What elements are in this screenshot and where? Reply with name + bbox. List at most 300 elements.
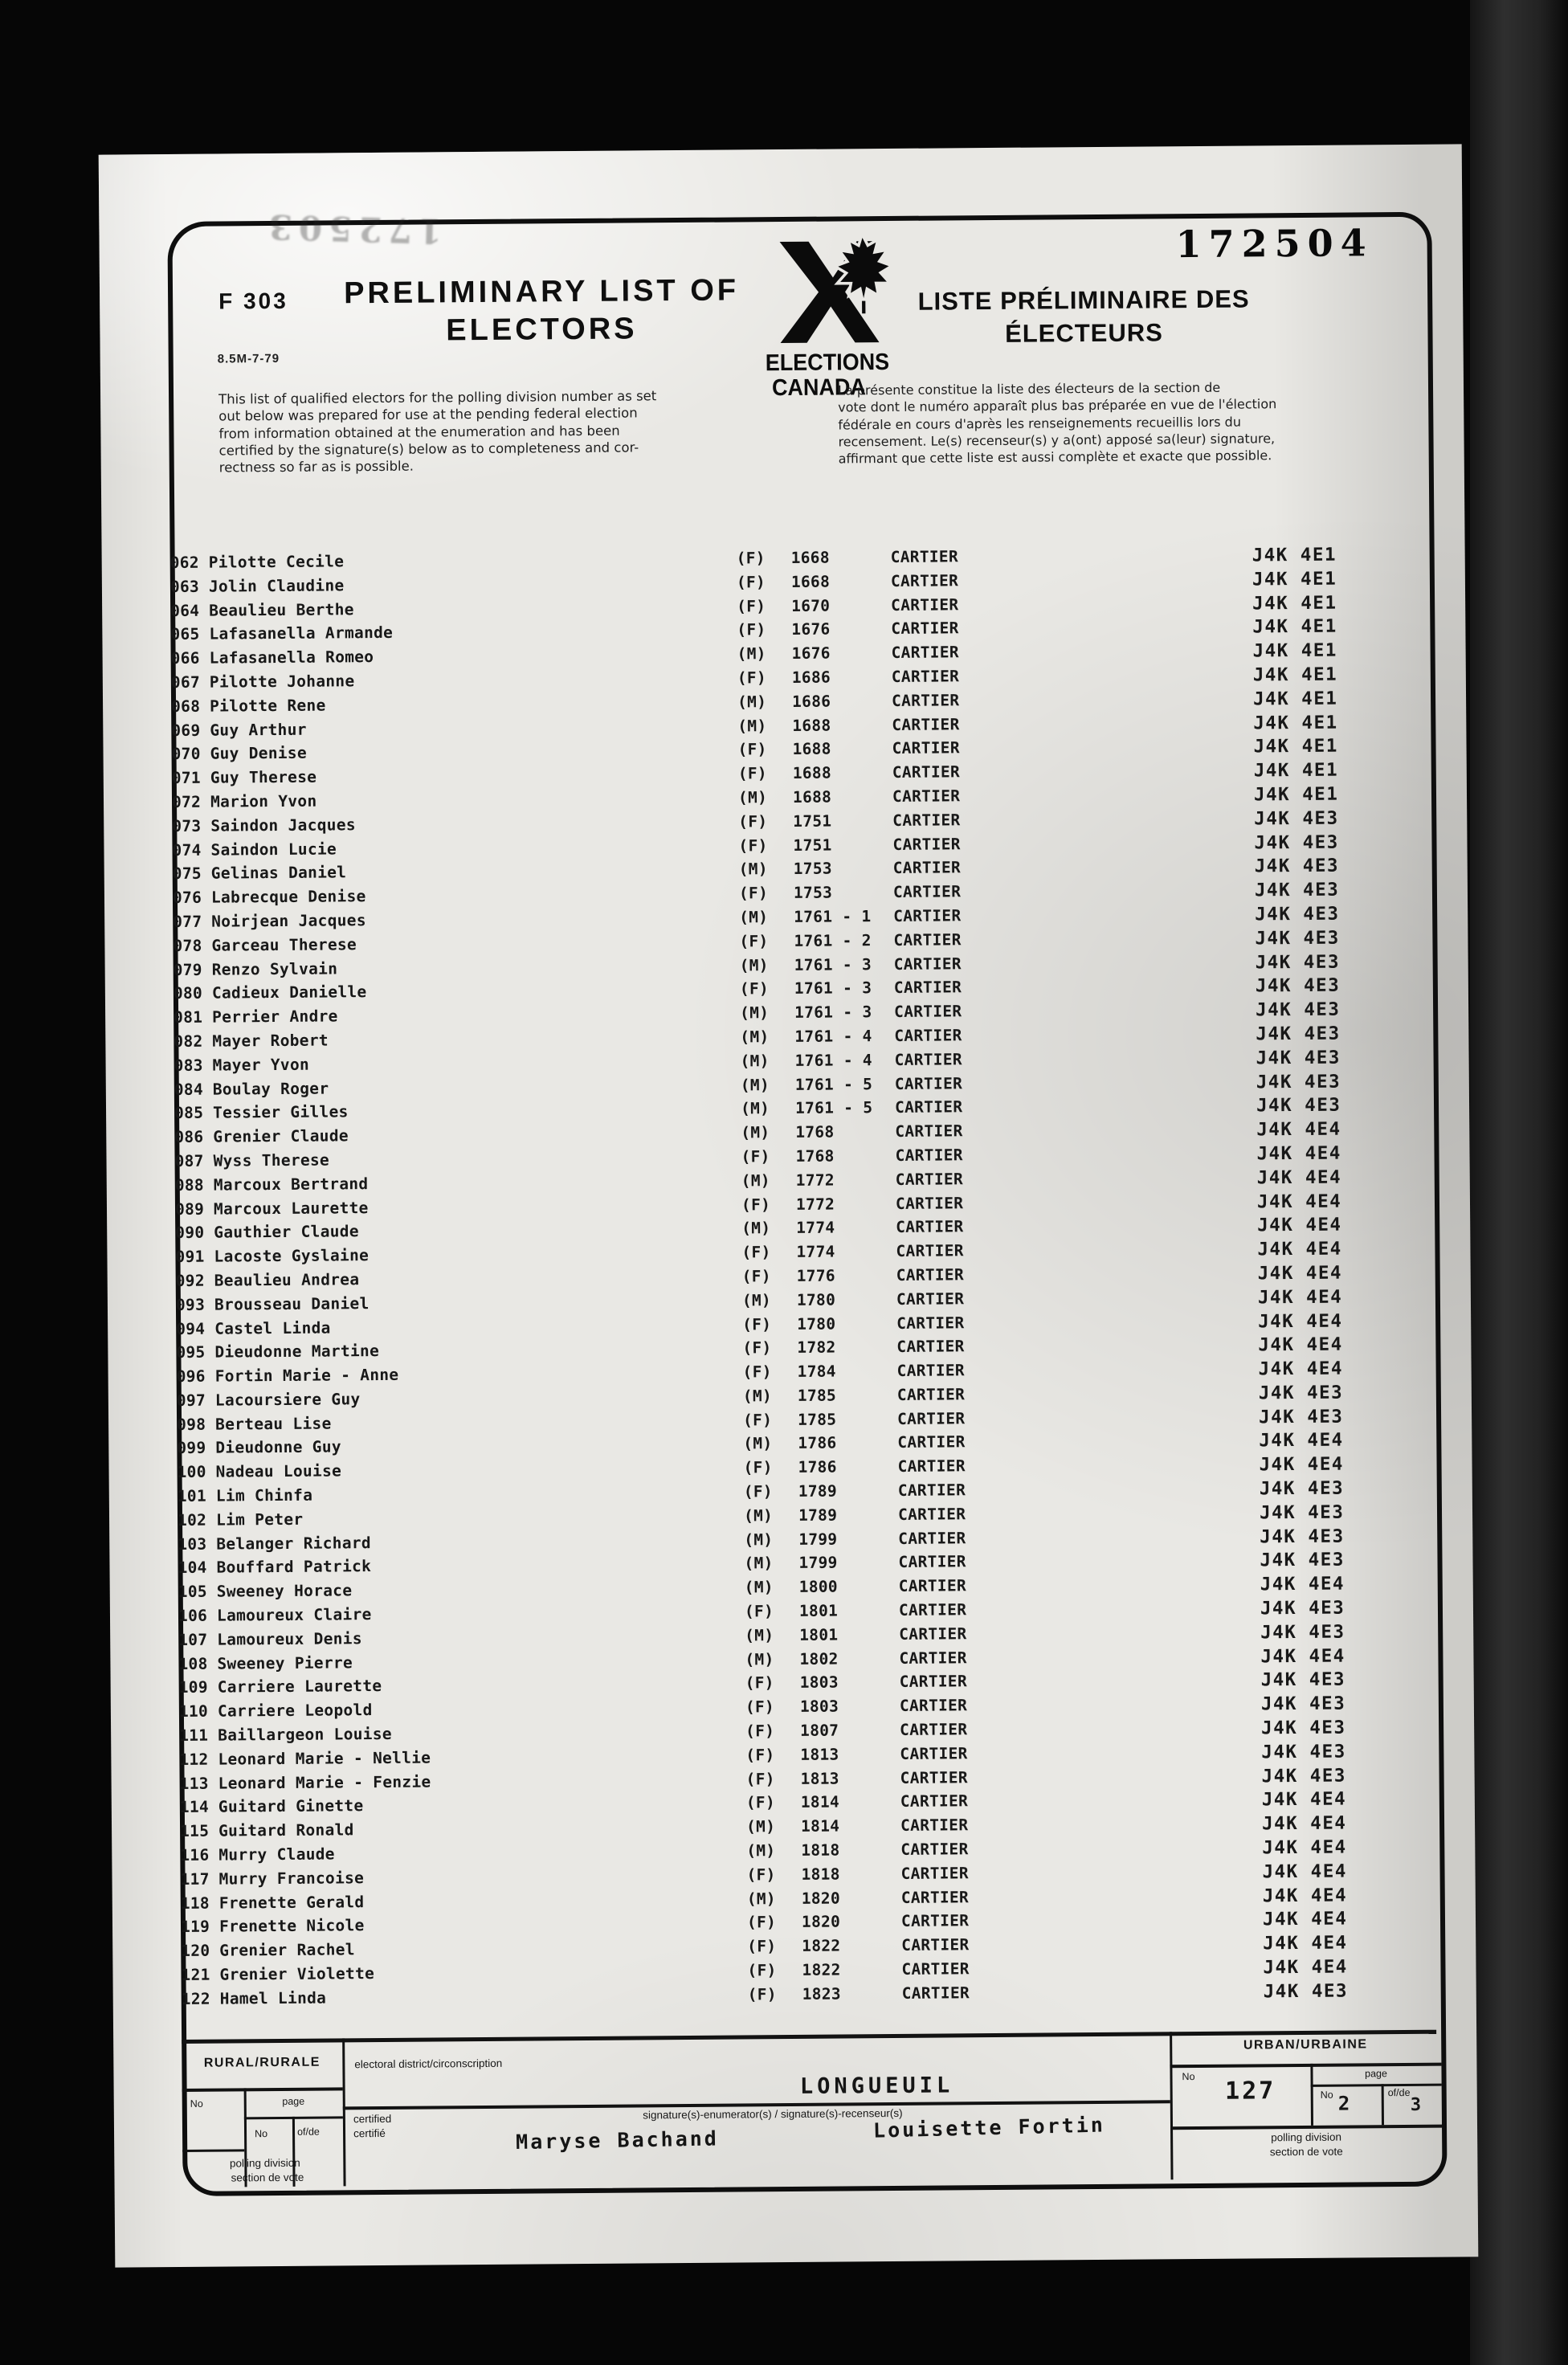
enumerator-signature-1: Maryse Bachand [515, 2126, 720, 2155]
street-name: CARTIER [893, 978, 962, 998]
street-name: CARTIER [896, 1337, 965, 1357]
elector-name: Bouffard Patrick [216, 1557, 372, 1578]
elector-number: 062 [169, 553, 199, 573]
page-total: 3 [1410, 2094, 1422, 2115]
street-name: CARTIER [892, 882, 962, 902]
elector-name: Labrecque Denise [210, 887, 366, 907]
elector-sex: (M) [740, 1003, 770, 1023]
district-value: LONGUEUIL [799, 2073, 954, 2099]
elector-name: Fortin Marie - Anne [214, 1365, 399, 1386]
elector-sex: (F) [737, 668, 767, 688]
street-name: CARTIER [900, 1911, 970, 1931]
elector-number: 106 [178, 1606, 208, 1626]
elector-name: Gauthier Claude [214, 1222, 359, 1242]
postal-code: J4K 4E4 [1261, 1812, 1347, 1835]
elector-name: Jolin Claudine [208, 576, 345, 596]
title-french-line1: LISTE PRÉLIMINAIRE DES [917, 284, 1250, 316]
civic-number: 1676 [791, 643, 831, 664]
elector-number: 070 [171, 745, 201, 764]
civic-number: 1761 - 4 [794, 1050, 872, 1070]
elector-number: 109 [178, 1678, 208, 1697]
elector-name: Murry Francoise [218, 1869, 365, 1889]
electors-table [102, 543, 1476, 2014]
elector-number: 080 [173, 984, 203, 1003]
postal-code: J4K 4E3 [1256, 1047, 1341, 1069]
urban-ofde-label: of/de [1387, 2086, 1411, 2099]
street-name: CARTIER [893, 906, 962, 925]
street-name: CARTIER [897, 1481, 966, 1501]
elector-name: Carriere Leopold [217, 1701, 373, 1721]
bleedthrough-stamp: 172503 [262, 206, 443, 251]
street-name: CARTIER [892, 786, 961, 806]
civic-number: 1802 [799, 1649, 839, 1669]
postal-code: J4K 4E3 [1254, 879, 1340, 901]
elector-name: Guitard Ginette [218, 1796, 364, 1817]
civic-number: 1785 [798, 1410, 837, 1429]
elector-name: Lafasanella Armande [209, 623, 394, 644]
postal-code: J4K 4E4 [1262, 1861, 1347, 1883]
elector-number: 082 [174, 1031, 203, 1051]
rural-ofde-label: of/de [296, 2126, 320, 2138]
elector-sex: (F) [739, 979, 770, 999]
elector-number: 112 [179, 1750, 209, 1769]
civic-number: 1688 [792, 739, 831, 759]
elector-sex: (M) [738, 860, 768, 879]
civic-number: 1799 [798, 1530, 838, 1549]
elector-name: Baillargeon Louise [218, 1724, 392, 1745]
elector-number: 087 [174, 1151, 204, 1170]
elector-name: Noirjean Jacques [211, 911, 366, 931]
elector-number: 120 [181, 1941, 210, 1961]
street-name: CARTIER [894, 1073, 963, 1093]
elector-name: Sweeney Horace [216, 1581, 353, 1601]
paragraph-line: fédérale en cours d'après les renseignements recueillis lors du [838, 414, 1242, 433]
street-name: CARTIER [892, 714, 960, 734]
postal-code: J4K 4E4 [1258, 1334, 1343, 1356]
civic-number: 1688 [792, 763, 832, 783]
elector-number: 110 [178, 1701, 209, 1722]
elector-number: 074 [172, 840, 202, 860]
elector-name: Lacoste Gyslaine [214, 1246, 370, 1266]
elector-number: 095 [176, 1343, 206, 1362]
elector-number: 093 [175, 1295, 206, 1314]
urban-header: URBAN/URBAINE [1243, 2037, 1368, 2053]
elector-name: Marcoux Bertrand [213, 1174, 369, 1195]
elector-name: Carriere Laurette [217, 1677, 382, 1697]
signature-label: signature(s)-enumerator(s) / signature(s)-recenseur(s) [643, 2106, 903, 2122]
civic-number: 1789 [798, 1505, 838, 1525]
postal-code: J4K 4E3 [1261, 1765, 1347, 1787]
civic-number: 1670 [791, 596, 831, 615]
street-name: CARTIER [895, 1193, 964, 1213]
elector-name: Pilotte Rene [210, 696, 326, 716]
civic-number: 1801 [799, 1625, 839, 1644]
postal-code: J4K 4E3 [1256, 1071, 1341, 1093]
elector-number: 107 [178, 1630, 208, 1649]
civic-number: 1761 - 5 [794, 1098, 873, 1118]
civic-number: 1780 [796, 1290, 836, 1309]
postal-code: J4K 4E4 [1262, 1836, 1347, 1859]
elector-sex: (M) [739, 955, 769, 975]
elector-name: Hamel Linda [219, 1988, 327, 2008]
elector-name: Pilotte Cecile [208, 552, 345, 572]
street-name: CARTIER [896, 1313, 965, 1333]
elector-name: Mayer Robert [212, 1031, 329, 1051]
street-name: CARTIER [891, 667, 960, 686]
rural-page-no-label: No [254, 2128, 268, 2140]
form-number: F 303 [218, 288, 288, 314]
title-french-line2: ÉLECTEURS [1004, 318, 1163, 348]
title-english-line2: ELECTORS [446, 312, 638, 348]
civic-number: 1823 [802, 1984, 841, 2004]
elector-sex: (F) [738, 835, 768, 856]
street-name: CARTIER [900, 1744, 968, 1763]
elector-number: 097 [176, 1391, 206, 1410]
civic-number: 1801 [798, 1601, 839, 1620]
elector-number: 085 [174, 1104, 204, 1123]
elector-sex: (F) [743, 1410, 773, 1430]
elector-sex: (M) [737, 788, 768, 807]
elector-sex: (F) [747, 1961, 777, 1980]
elector-sex: (M) [740, 1075, 770, 1094]
street-name: CARTIER [891, 594, 959, 615]
paragraph-line: affirmant que cette liste est aussi complète et exacte que possible. [838, 447, 1272, 467]
elector-name: Lamoureux Claire [216, 1605, 372, 1625]
elector-name: Frenette Nicole [218, 1916, 365, 1937]
print-code: 8.5M-7-79 [217, 351, 280, 366]
street-name: CARTIER [894, 1026, 962, 1045]
postal-code: J4K 4E4 [1258, 1358, 1344, 1380]
elector-sex: (F) [745, 1769, 775, 1789]
elector-sex: (M) [744, 1554, 774, 1573]
elector-sex: (F) [747, 1984, 777, 2004]
civic-number: 1786 [798, 1457, 837, 1477]
elector-number: 065 [170, 625, 200, 644]
street-name: CARTIER [900, 1840, 969, 1859]
elector-name: Sweeney Pierre [217, 1652, 353, 1673]
elector-number: 103 [178, 1534, 207, 1554]
civic-number: 1814 [800, 1816, 840, 1836]
postal-code: J4K 4E4 [1257, 1214, 1342, 1236]
elector-name: Lafasanella Romeo [209, 647, 374, 668]
postal-code: J4K 4E3 [1254, 807, 1339, 830]
elector-number: 089 [174, 1199, 205, 1219]
elector-name: Lamoureux Denis [217, 1629, 362, 1649]
postal-code: J4K 4E3 [1260, 1526, 1345, 1548]
civic-number: 1782 [797, 1338, 836, 1358]
street-name: CARTIER [896, 1265, 965, 1285]
postal-code: J4K 4E3 [1256, 1094, 1341, 1117]
civic-number: 1772 [795, 1170, 835, 1190]
street-name: CARTIER [890, 547, 959, 566]
street-name: CARTIER [892, 834, 961, 854]
street-name: CARTIER [901, 1983, 970, 2003]
postal-code: J4K 4E4 [1256, 1118, 1341, 1141]
street-name: CARTIER [891, 643, 959, 663]
civic-number: 1753 [793, 859, 832, 879]
elector-name: Leonard Marie - Nellie [218, 1748, 431, 1769]
postal-code: J4K 4E3 [1258, 1406, 1344, 1428]
civic-number: 1688 [792, 716, 831, 735]
postal-code: J4K 4E4 [1259, 1453, 1344, 1476]
postal-code: J4K 4E4 [1260, 1573, 1345, 1595]
paragraph-line: from information obtained at the enumeration and has been [218, 423, 620, 442]
street-name: CARTIER [890, 571, 959, 590]
civic-number: 1800 [798, 1577, 838, 1597]
elector-sex: (M) [741, 1123, 770, 1142]
elector-sex: (F) [741, 1195, 771, 1214]
street-name: CARTIER [891, 691, 960, 710]
paragraph-line: out below was prepared for use at the pending federal election [218, 405, 638, 424]
urban-divider-2 [1382, 2084, 1384, 2125]
elector-sex: (F) [743, 1482, 774, 1501]
elector-number: 105 [178, 1582, 207, 1602]
title-french [903, 282, 1265, 351]
paragraph-line: La présente constitue la liste des électeurs de la section de [837, 379, 1221, 398]
elector-sex: (F) [746, 1913, 777, 1932]
elector-name: Renzo Sylvain [211, 958, 338, 979]
civic-number: 1784 [797, 1362, 836, 1382]
rural-header: RURAL/RURALE [203, 2055, 321, 2070]
elector-name: Lim Chinfa [215, 1485, 313, 1505]
postal-code: J4K 4E3 [1255, 927, 1340, 950]
street-name: CARTIER [898, 1528, 966, 1548]
elector-number: 116 [180, 1845, 210, 1865]
elector-number: 077 [173, 912, 202, 931]
postal-code: J4K 4E4 [1261, 1789, 1347, 1811]
civic-number: 1807 [800, 1721, 839, 1740]
postal-code: J4K 4E4 [1263, 1932, 1348, 1954]
elector-number: 086 [174, 1127, 204, 1147]
civic-number: 1813 [800, 1769, 839, 1788]
elector-name: Grenier Violette [219, 1964, 375, 1984]
postal-code: J4K 4E4 [1257, 1286, 1343, 1309]
elector-sex: (M) [742, 1387, 773, 1406]
postal-code: J4K 4E3 [1258, 1382, 1344, 1404]
polling-division-label-right-fr: section de vote [1269, 2145, 1343, 2159]
elector-sex: (M) [741, 1290, 772, 1310]
elector-number: 066 [170, 648, 200, 668]
elector-sex: (M) [745, 1817, 776, 1836]
elector-number: 067 [170, 672, 201, 692]
postal-code: J4K 4E4 [1260, 1645, 1345, 1668]
elector-name: Frenette Gerald [218, 1892, 365, 1913]
district-label: electoral district/circonscription [354, 2057, 503, 2071]
elector-name: Beaulieu Andrea [214, 1270, 360, 1290]
paragraph-line: This list of qualified electors for the polling division number as set [218, 388, 657, 407]
postal-code: J4K 4E1 [1252, 688, 1338, 710]
document-sheet [99, 144, 1479, 2267]
elector-number: 117 [180, 1869, 210, 1889]
elector-sex: (F) [741, 1147, 770, 1166]
elector-number: 068 [171, 696, 201, 716]
civic-number: 1820 [801, 1889, 841, 1908]
elector-number: 076 [172, 888, 202, 908]
rural-no-label: No [190, 2097, 203, 2110]
postal-code: J4K 4E1 [1252, 664, 1338, 686]
elections-canada-logo-icon [772, 231, 893, 357]
street-name: CARTIER [899, 1672, 968, 1692]
civic-number: 1803 [799, 1673, 839, 1693]
polling-division-label-left-en: polling division [229, 2156, 300, 2170]
elector-sex: (M) [737, 692, 767, 712]
postal-code: J4K 4E3 [1260, 1669, 1346, 1691]
logo-text-elections: ELECTIONS [765, 349, 890, 377]
elector-name: Garceau Therese [211, 934, 357, 955]
civic-number: 1761 - 2 [794, 930, 872, 950]
page-number: 2 [1337, 2092, 1350, 2115]
elector-number: 108 [178, 1654, 208, 1673]
street-name: CARTIER [897, 1456, 966, 1477]
elector-sex: (M) [741, 1219, 771, 1238]
civic-number: 1668 [790, 572, 831, 591]
civic-number: 1786 [798, 1434, 837, 1453]
elector-number: 113 [179, 1774, 209, 1793]
rural-page-label: page [282, 2095, 305, 2107]
civic-number: 1761 - 5 [794, 1074, 873, 1094]
elector-sex: (F) [742, 1314, 772, 1334]
postal-code: J4K 4E3 [1260, 1550, 1345, 1571]
civic-number: 1772 [795, 1195, 835, 1214]
postal-code: J4K 4E1 [1253, 783, 1339, 806]
civic-number: 1799 [798, 1554, 838, 1573]
civic-number: 1753 [793, 883, 833, 903]
elector-name: Leonard Marie - Fenzie [218, 1772, 431, 1793]
elector-sex: (F) [738, 884, 769, 903]
elector-name: Wyss Therese [213, 1150, 330, 1170]
street-name: CARTIER [898, 1600, 967, 1620]
elector-sex: (F) [745, 1793, 776, 1812]
serial-stamp: 172504 [1175, 221, 1374, 267]
postal-code: J4K 4E1 [1253, 712, 1338, 734]
street-name: CARTIER [899, 1696, 968, 1716]
postal-code: J4K 4E3 [1260, 1597, 1345, 1620]
elector-name: Mayer Yvon [212, 1055, 310, 1075]
elector-number: 081 [174, 1007, 203, 1027]
elector-sex: (F) [742, 1338, 772, 1358]
elector-sex: (F) [747, 1937, 777, 1956]
elector-name: Saindon Lucie [210, 839, 337, 860]
street-name: CARTIER [896, 1289, 965, 1309]
elector-sex: (M) [740, 1027, 770, 1047]
postal-code: J4K 4E1 [1253, 759, 1339, 782]
postal-code: J4K 4E3 [1255, 951, 1341, 973]
elector-sex: (M) [740, 1099, 770, 1118]
elector-sex: (M) [746, 1889, 776, 1909]
street-name: CARTIER [897, 1505, 966, 1524]
postal-code: J4K 4E4 [1262, 1885, 1348, 1907]
elector-name: Berteau Lise [215, 1414, 332, 1434]
title-english-line1: PRELIMINARY LIST OF [343, 273, 740, 311]
street-name: CARTIER [901, 1935, 970, 1955]
paragraph-line: rectness so far as is possible. [218, 458, 414, 476]
elector-number: 078 [173, 936, 202, 955]
postal-code: J4K 4E3 [1256, 999, 1341, 1021]
elector-name: Guy Therese [210, 767, 317, 787]
elector-number: 084 [174, 1080, 204, 1099]
elector-number: 096 [176, 1366, 206, 1387]
street-name: CARTIER [897, 1432, 966, 1452]
elector-sex: (M) [740, 1051, 770, 1071]
elector-sex: (M) [746, 1841, 776, 1861]
elector-number: 102 [177, 1510, 207, 1530]
elector-sex: (F) [745, 1673, 774, 1693]
street-name: CARTIER [893, 954, 962, 974]
elector-sex: (F) [745, 1722, 775, 1741]
elector-sex: (F) [737, 620, 766, 639]
elector-name: Brousseau Daniel [214, 1293, 370, 1314]
elector-sex: (F) [737, 764, 767, 783]
elector-name: Perrier Andre [212, 1007, 338, 1027]
urban-page-label: page [1365, 2068, 1387, 2080]
elector-sex: (F) [745, 1745, 775, 1765]
elector-sex: (M) [737, 644, 766, 664]
postal-code: J4K 4E4 [1263, 1956, 1348, 1979]
civic-number: 1813 [800, 1745, 839, 1764]
postal-code: J4K 4E3 [1261, 1741, 1346, 1763]
civic-number: 1785 [797, 1386, 837, 1405]
street-name: CARTIER [896, 1408, 966, 1428]
elector-sex: (F) [737, 596, 766, 616]
elector-name: Dieudonne Guy [215, 1437, 341, 1458]
elector-name: Cadieux Danielle [211, 982, 367, 1003]
elector-sex: (F) [737, 740, 767, 759]
street-name: CARTIER [892, 738, 960, 758]
civic-number: 1668 [790, 548, 830, 567]
civic-number: 1686 [791, 668, 831, 687]
elector-number: 114 [179, 1798, 210, 1817]
elector-number: 115 [180, 1821, 210, 1841]
elector-sex: (M) [743, 1434, 773, 1453]
civic-number: 1751 [793, 835, 832, 855]
elector-sex: (F) [741, 1267, 771, 1286]
elector-number: 079 [173, 960, 202, 979]
civic-number: 1818 [801, 1865, 840, 1884]
elector-number: 083 [174, 1056, 203, 1075]
civic-number: 1774 [796, 1242, 835, 1262]
postal-code: J4K 4E3 [1255, 903, 1340, 925]
postal-code: J4K 4E4 [1262, 1908, 1348, 1930]
street-name: CARTIER [895, 1170, 964, 1189]
elector-sex: (M) [741, 1170, 770, 1191]
paragraph-line: vote dont le numéro apparaît plus bas préparée en vue de l'élection [838, 396, 1277, 415]
elector-name: Murry Claude [218, 1844, 335, 1865]
elector-number: 098 [177, 1415, 206, 1434]
civic-number: 1688 [792, 787, 832, 807]
title-english [304, 272, 779, 351]
elector-name: Lim Peter [215, 1509, 304, 1530]
elector-name: Grenier Claude [213, 1126, 349, 1146]
postal-code: J4K 4E3 [1261, 1717, 1346, 1739]
elector-number: 100 [177, 1462, 206, 1482]
elector-sex: (M) [745, 1626, 774, 1645]
elector-name: Gelinas Daniel [210, 863, 347, 883]
paragraph-line: recensement. Le(s) recenseur(s) y a(ont) apposé sa(leur) signature, [838, 431, 1276, 450]
elector-number: 118 [180, 1893, 210, 1913]
elector-number: 071 [171, 768, 202, 788]
civic-number: 1774 [796, 1218, 835, 1238]
elector-name: Guitard Ronald [218, 1820, 354, 1840]
civic-number: 1780 [797, 1314, 836, 1334]
street-name: CARTIER [894, 1097, 963, 1117]
civic-number: 1822 [802, 1960, 841, 1979]
street-name: CARTIER [896, 1385, 966, 1404]
postal-code: J4K 4E1 [1252, 616, 1337, 638]
postal-code: J4K 4E3 [1263, 1980, 1349, 2003]
urban-page-no-label: No [1320, 2089, 1333, 2101]
elector-number: 111 [179, 1726, 209, 1746]
elector-number: 088 [174, 1175, 204, 1195]
